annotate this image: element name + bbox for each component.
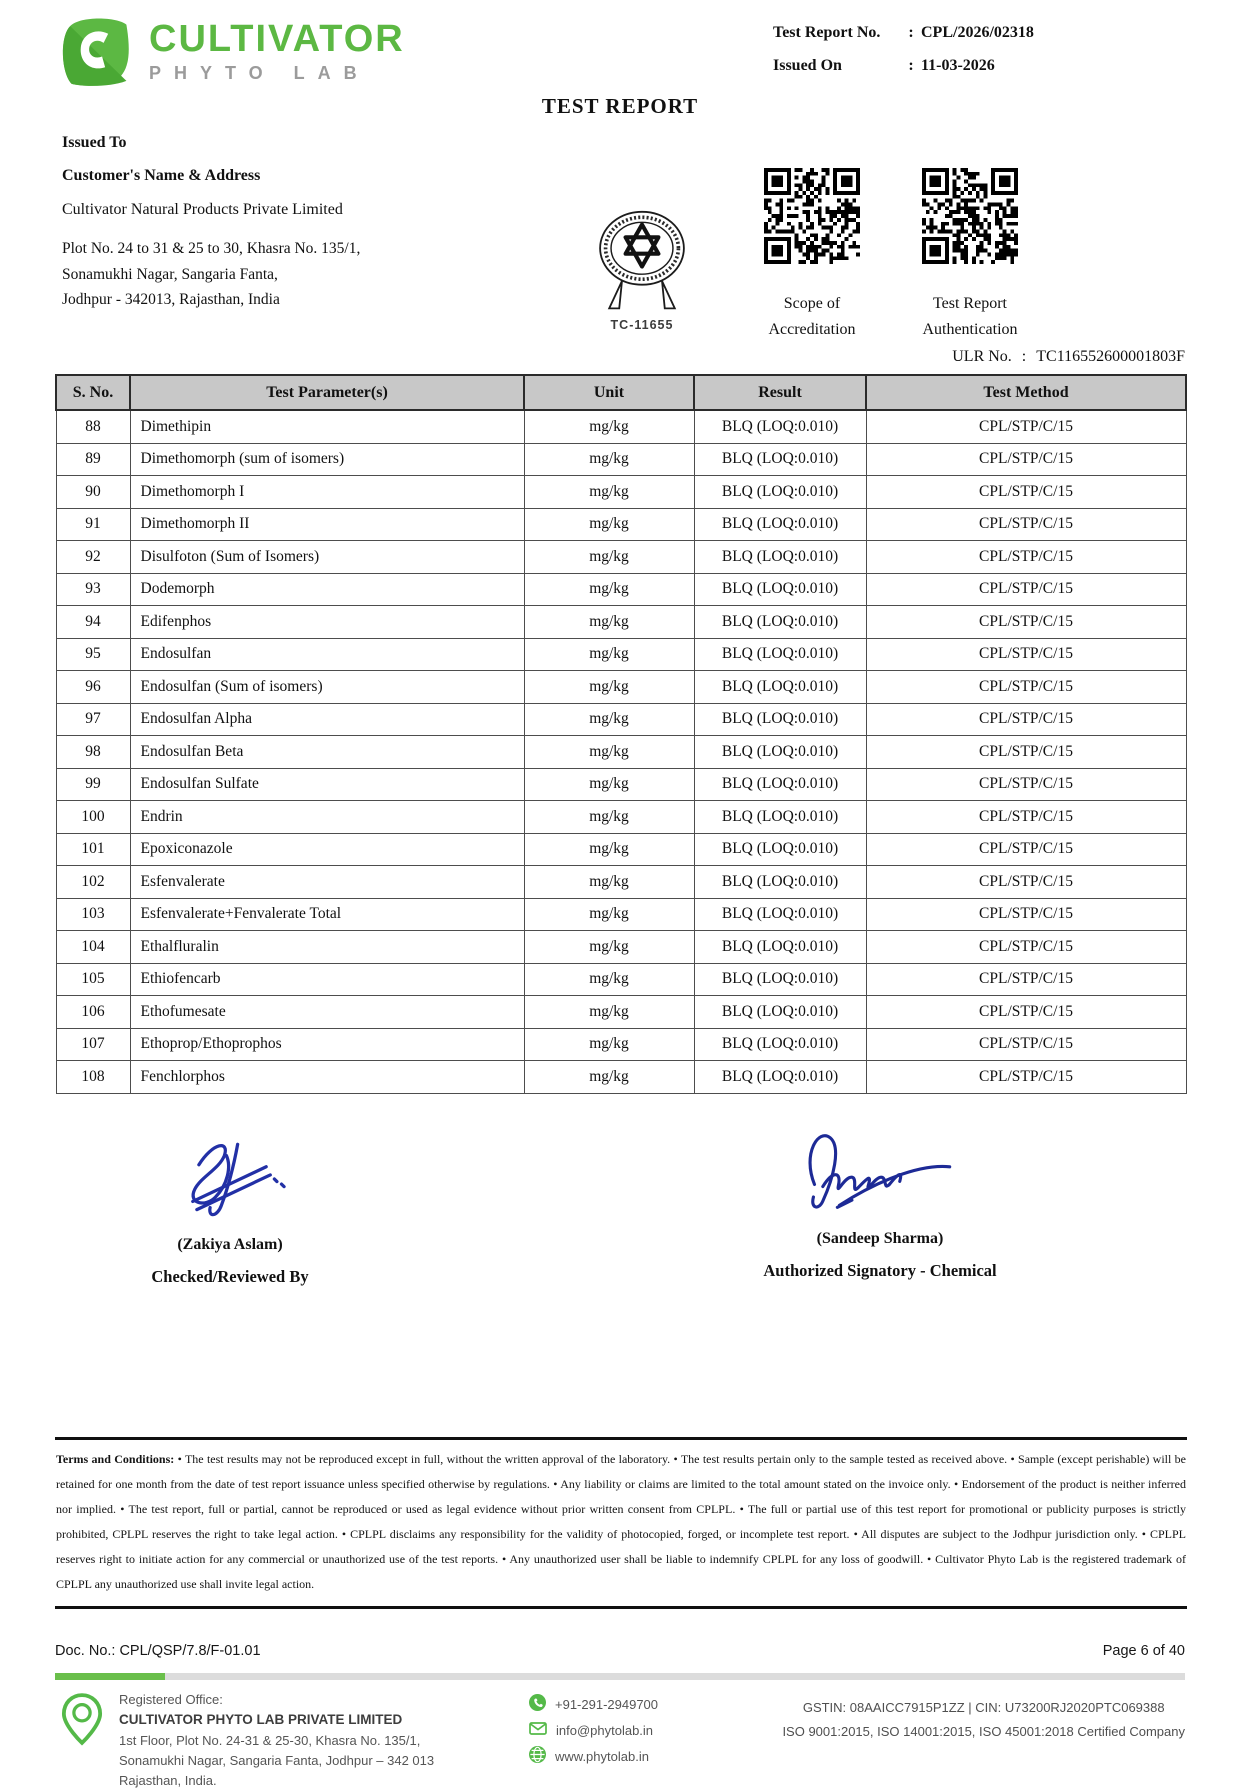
- table-cell: mg/kg: [524, 410, 694, 443]
- table-cell: BLQ (LOQ:0.010): [694, 931, 866, 964]
- footer-company-name: CULTIVATOR PHYTO LAB PRIVATE LIMITED: [119, 1712, 403, 1728]
- table-cell: mg/kg: [524, 606, 694, 639]
- table-cell: CPL/STP/C/15: [866, 768, 1186, 801]
- table-cell: Ethalfluralin: [130, 931, 524, 964]
- table-cell: mg/kg: [524, 508, 694, 541]
- footer-divider-bar: [55, 1673, 1185, 1680]
- report-number-value: CPL/2026/02318: [921, 24, 1034, 41]
- table-cell: Ethofumesate: [130, 996, 524, 1029]
- table-cell: 105: [56, 963, 130, 996]
- table-row: [56, 508, 1186, 541]
- table-cell: BLQ (LOQ:0.010): [694, 443, 866, 476]
- table-cell: CPL/STP/C/15: [866, 801, 1186, 834]
- nabl-seal-icon: [580, 210, 704, 312]
- table-cell: Endrin: [130, 801, 524, 834]
- phone-row: [529, 1694, 658, 1714]
- table-cell: CPL/STP/C/15: [866, 1028, 1186, 1061]
- table-cell: BLQ (LOQ:0.010): [694, 833, 866, 866]
- mail-icon: [529, 1722, 547, 1738]
- report-number-row: [773, 24, 1034, 42]
- col-header-result: Result: [694, 375, 866, 410]
- table-cell: Endosulfan Alpha: [130, 703, 524, 736]
- table-cell: BLQ (LOQ:0.010): [694, 410, 866, 443]
- table-cell: BLQ (LOQ:0.010): [694, 736, 866, 769]
- table-cell: mg/kg: [524, 703, 694, 736]
- col-header-sno: S. No.: [56, 375, 130, 410]
- scope-of-accreditation-qr: [764, 168, 860, 344]
- table-cell: mg/kg: [524, 1061, 694, 1094]
- leaf-logo-icon: [58, 14, 134, 90]
- website-row: [529, 1746, 658, 1766]
- ulr-label: ULR No.: [952, 348, 1012, 365]
- table-cell: Endosulfan Beta: [130, 736, 524, 769]
- table-row: [56, 703, 1186, 736]
- doc-number: Doc. No.: CPL/QSP/7.8/F-01.01: [55, 1643, 261, 1659]
- table-cell: BLQ (LOQ:0.010): [694, 1028, 866, 1061]
- report-meta: [773, 24, 1034, 90]
- table-cell: CPL/STP/C/15: [866, 866, 1186, 899]
- issued-on-label: Issued On: [773, 57, 842, 74]
- table-cell: 99: [56, 768, 130, 801]
- colon: :: [908, 24, 914, 41]
- table-cell: Endosulfan Sulfate: [130, 768, 524, 801]
- table-row: [56, 638, 1186, 671]
- table-cell: mg/kg: [524, 443, 694, 476]
- table-row: [56, 996, 1186, 1029]
- table-cell: CPL/STP/C/15: [866, 898, 1186, 931]
- table-cell: CPL/STP/C/15: [866, 573, 1186, 606]
- results-table: [55, 374, 1187, 1094]
- table-cell: 93: [56, 573, 130, 606]
- qr-caption-line: Accreditation: [768, 321, 856, 339]
- table-cell: CPL/STP/C/15: [866, 476, 1186, 509]
- authorized-role: Authorized Signatory - Chemical: [763, 1261, 997, 1280]
- table-cell: mg/kg: [524, 801, 694, 834]
- authorized-signature-block: [742, 1120, 1018, 1281]
- table-row: [56, 898, 1186, 931]
- table-row: [56, 573, 1186, 606]
- footer-email: info@phytolab.in: [556, 1722, 654, 1738]
- table-cell: Edifenphos: [130, 606, 524, 639]
- table-cell: 94: [56, 606, 130, 639]
- terms-label: Terms and Conditions:: [56, 1452, 175, 1466]
- table-cell: mg/kg: [524, 1028, 694, 1061]
- issued-on-row: [773, 57, 1034, 75]
- table-cell: CPL/STP/C/15: [866, 606, 1186, 639]
- table-cell: CPL/STP/C/15: [866, 410, 1186, 443]
- table-row: [56, 833, 1186, 866]
- iso-line: ISO 9001:2015, ISO 14001:2015, ISO 45001:2018 Certified Company: [782, 1724, 1185, 1740]
- table-cell: mg/kg: [524, 866, 694, 899]
- table-cell: BLQ (LOQ:0.010): [694, 573, 866, 606]
- table-cell: BLQ (LOQ:0.010): [694, 606, 866, 639]
- table-cell: 96: [56, 671, 130, 704]
- table-cell: Dimethomorph II: [130, 508, 524, 541]
- table-cell: Esfenvalerate: [130, 866, 524, 899]
- table-cell: CPL/STP/C/15: [866, 1061, 1186, 1094]
- customer-address-line: Jodhpur - 342013, Rajasthan, India: [62, 291, 280, 309]
- qr-caption: [922, 291, 1018, 344]
- brand-text: [149, 20, 405, 84]
- table-cell: CPL/STP/C/15: [866, 638, 1186, 671]
- table-cell: 89: [56, 443, 130, 476]
- seal-code: TC-11655: [610, 318, 674, 332]
- table-cell: mg/kg: [524, 638, 694, 671]
- customer-name: Cultivator Natural Products Private Limited: [62, 201, 343, 218]
- footer-phone: +91-291-2949700: [555, 1696, 659, 1712]
- table-cell: 104: [56, 931, 130, 964]
- footer-corporate-info: [782, 1690, 1185, 1791]
- table-cell: CPL/STP/C/15: [866, 671, 1186, 704]
- table-cell: BLQ (LOQ:0.010): [694, 801, 866, 834]
- table-cell: BLQ (LOQ:0.010): [694, 1061, 866, 1094]
- checked-by-signature-block: [112, 1128, 348, 1287]
- table-cell: BLQ (LOQ:0.010): [694, 703, 866, 736]
- checked-by-role: Checked/Reviewed By: [151, 1267, 309, 1286]
- table-cell: BLQ (LOQ:0.010): [694, 996, 866, 1029]
- table-cell: mg/kg: [524, 671, 694, 704]
- table-cell: CPL/STP/C/15: [866, 931, 1186, 964]
- table-cell: Dodemorph: [130, 573, 524, 606]
- results-table-body: [56, 410, 1186, 1093]
- col-header-method: Test Method: [866, 375, 1186, 410]
- report-number-label: Test Report No.: [773, 24, 881, 41]
- table-cell: Endosulfan: [130, 638, 524, 671]
- table-cell: 108: [56, 1061, 130, 1094]
- footer-address-line: Rajasthan, India.: [119, 1773, 217, 1789]
- table-row: [56, 410, 1186, 443]
- table-cell: BLQ (LOQ:0.010): [694, 638, 866, 671]
- brand-name: CULTIVATOR: [149, 18, 405, 60]
- checked-by-name: (Zakiya Aslam): [177, 1236, 283, 1253]
- table-cell: mg/kg: [524, 996, 694, 1029]
- page-title: TEST REPORT: [541, 94, 699, 118]
- registered-office-block: [119, 1690, 471, 1791]
- table-cell: 100: [56, 801, 130, 834]
- table-cell: CPL/STP/C/15: [866, 443, 1186, 476]
- table-cell: BLQ (LOQ:0.010): [694, 508, 866, 541]
- qr-caption-line: Test Report: [933, 295, 1007, 312]
- customer-heading: Customer's Name & Address: [62, 167, 261, 184]
- table-row: [56, 801, 1186, 834]
- table-cell: CPL/STP/C/15: [866, 736, 1186, 769]
- table-row: [56, 866, 1186, 899]
- table-row: [56, 963, 1186, 996]
- qr-code-icon: [764, 168, 860, 264]
- table-row: [56, 1061, 1186, 1094]
- globe-icon: [529, 1746, 546, 1766]
- terms-and-conditions: [55, 1437, 1187, 1609]
- table-cell: 95: [56, 638, 130, 671]
- qr-caption: [764, 291, 860, 344]
- footer-website: www.phytolab.in: [555, 1748, 649, 1764]
- table-cell: CPL/STP/C/15: [866, 703, 1186, 736]
- qr-code-icon: [922, 168, 1018, 264]
- table-cell: mg/kg: [524, 736, 694, 769]
- table-cell: 103: [56, 898, 130, 931]
- table-row: [56, 768, 1186, 801]
- table-cell: CPL/STP/C/15: [866, 541, 1186, 574]
- table-cell: Esfenvalerate+Fenvalerate Total: [130, 898, 524, 931]
- page-indicator: Page 6 of 40: [1102, 1643, 1185, 1659]
- gstin-cin-line: GSTIN: 08AAICC7915P1ZZ | CIN: U73200RJ2020PTC069388: [802, 1700, 1165, 1715]
- table-cell: 106: [56, 996, 130, 1029]
- phone-icon: [529, 1694, 546, 1714]
- table-cell: BLQ (LOQ:0.010): [694, 671, 866, 704]
- ulr-value: TC116552600001803F: [1036, 348, 1185, 365]
- table-row: [56, 443, 1186, 476]
- footer-address-line: Sonamukhi Nagar, Sangaria Fanta, Jodhpur – 342 013: [119, 1753, 435, 1769]
- colon: :: [1021, 348, 1027, 365]
- signature-zakiya-icon: [153, 1128, 308, 1230]
- email-row: [529, 1722, 658, 1738]
- table-row: [56, 476, 1186, 509]
- footer-address-line: 1st Floor, Plot No. 24-31 & 25-30, Khasra No. 135/1,: [119, 1733, 421, 1749]
- table-cell: 102: [56, 866, 130, 899]
- table-cell: CPL/STP/C/15: [866, 508, 1186, 541]
- table-cell: Ethoprop/Ethoprophos: [130, 1028, 524, 1061]
- table-cell: CPL/STP/C/15: [866, 996, 1186, 1029]
- customer-address-line: Sonamukhi Nagar, Sangaria Fanta,: [62, 265, 278, 283]
- footer: [55, 1690, 1185, 1791]
- table-cell: 88: [56, 410, 130, 443]
- table-cell: 97: [56, 703, 130, 736]
- table-cell: 101: [56, 833, 130, 866]
- table-cell: 98: [56, 736, 130, 769]
- qr-caption-line: Authentication: [922, 321, 1018, 339]
- table-cell: mg/kg: [524, 476, 694, 509]
- qr-caption-line: Scope of: [783, 295, 841, 312]
- table-cell: mg/kg: [524, 541, 694, 574]
- table-cell: Fenchlorphos: [130, 1061, 524, 1094]
- table-header-row: [56, 375, 1186, 410]
- table-row: [56, 1028, 1186, 1061]
- col-header-unit: Unit: [524, 375, 694, 410]
- table-cell: 90: [56, 476, 130, 509]
- col-header-parameter: Test Parameter(s): [130, 375, 524, 410]
- table-cell: Ethiofencarb: [130, 963, 524, 996]
- table-cell: BLQ (LOQ:0.010): [694, 963, 866, 996]
- registered-office-label: Registered Office:: [119, 1692, 223, 1707]
- table-cell: mg/kg: [524, 931, 694, 964]
- table-cell: 107: [56, 1028, 130, 1061]
- table-cell: Dimethomorph I: [130, 476, 524, 509]
- location-pin-icon: [61, 1692, 103, 1791]
- table-cell: BLQ (LOQ:0.010): [694, 541, 866, 574]
- authorized-name: (Sandeep Sharma): [816, 1230, 944, 1247]
- table-row: [56, 606, 1186, 639]
- brand-subtitle: PHYTO LAB: [149, 63, 370, 83]
- table-cell: mg/kg: [524, 573, 694, 606]
- table-cell: Dimethipin: [130, 410, 524, 443]
- table-cell: BLQ (LOQ:0.010): [694, 866, 866, 899]
- document-number-row: [55, 1643, 1185, 1659]
- table-cell: Endosulfan (Sum of isomers): [130, 671, 524, 704]
- customer-address-line: Plot No. 24 to 31 & 25 to 30, Khasra No. 135/1,: [62, 240, 361, 257]
- table-row: [56, 931, 1186, 964]
- table-cell: BLQ (LOQ:0.010): [694, 898, 866, 931]
- table-cell: BLQ (LOQ:0.010): [694, 476, 866, 509]
- table-row: [56, 736, 1186, 769]
- table-cell: Epoxiconazole: [130, 833, 524, 866]
- table-cell: CPL/STP/C/15: [866, 833, 1186, 866]
- table-cell: mg/kg: [524, 833, 694, 866]
- table-cell: mg/kg: [524, 963, 694, 996]
- table-row: [56, 671, 1186, 704]
- table-cell: BLQ (LOQ:0.010): [694, 768, 866, 801]
- footer-divider-accent: [55, 1673, 165, 1680]
- footer-contacts: [529, 1690, 658, 1791]
- test-report-authentication-qr: [922, 168, 1018, 344]
- ulr-number: [952, 348, 1185, 366]
- issued-to-label: Issued To: [62, 134, 127, 151]
- lab-logo: [58, 14, 405, 90]
- colon: :: [908, 57, 914, 74]
- terms-body: • The test results may not be reproduced except in full, without the written approval of the laboratory. • The test results pertain only to the sample tested as received above. • Sample (except perishable) will be retained for one month from the date of test report issuance unless specified otherwise by regulations. • Any liability or claims are limited to the total amount stated on the invoice only. • Endorsement of the product is neither inferred nor implied. • The test report, full or partial, cannot be reproduced or used as legal evidence without prior written consent from CPLPL. • The full or partial use of this test report for promotional or publicity purposes is strictly prohibited, CPLPL reserves the right to take legal action. • CPLPL disclaims any responsibility for the validity of photocopied, forged, or incomplete test report. • All disputes are subject to the Jodhpur jurisdiction only. • CPLPL reserves right to initiate action for any commercial or unauthorized use of the test reports. • Any unauthorized user shall be liable to indemnify CPLPL for any loss of goodwill. • Cultivator Phyto Lab is the registered trademark of CPLPL any unauthorized use shall invite legal action.: [56, 1452, 1187, 1591]
- signature-sandeep-icon: [775, 1120, 985, 1224]
- customer-block: [62, 134, 360, 313]
- table-row: [56, 541, 1186, 574]
- table-cell: 91: [56, 508, 130, 541]
- issued-on-value: 11-03-2026: [921, 57, 995, 74]
- nabl-accreditation-seal: [576, 210, 708, 332]
- table-cell: mg/kg: [524, 898, 694, 931]
- table-cell: CPL/STP/C/15: [866, 963, 1186, 996]
- table-cell: Disulfoton (Sum of Isomers): [130, 541, 524, 574]
- table-cell: 92: [56, 541, 130, 574]
- table-cell: mg/kg: [524, 768, 694, 801]
- table-cell: Dimethomorph (sum of isomers): [130, 443, 524, 476]
